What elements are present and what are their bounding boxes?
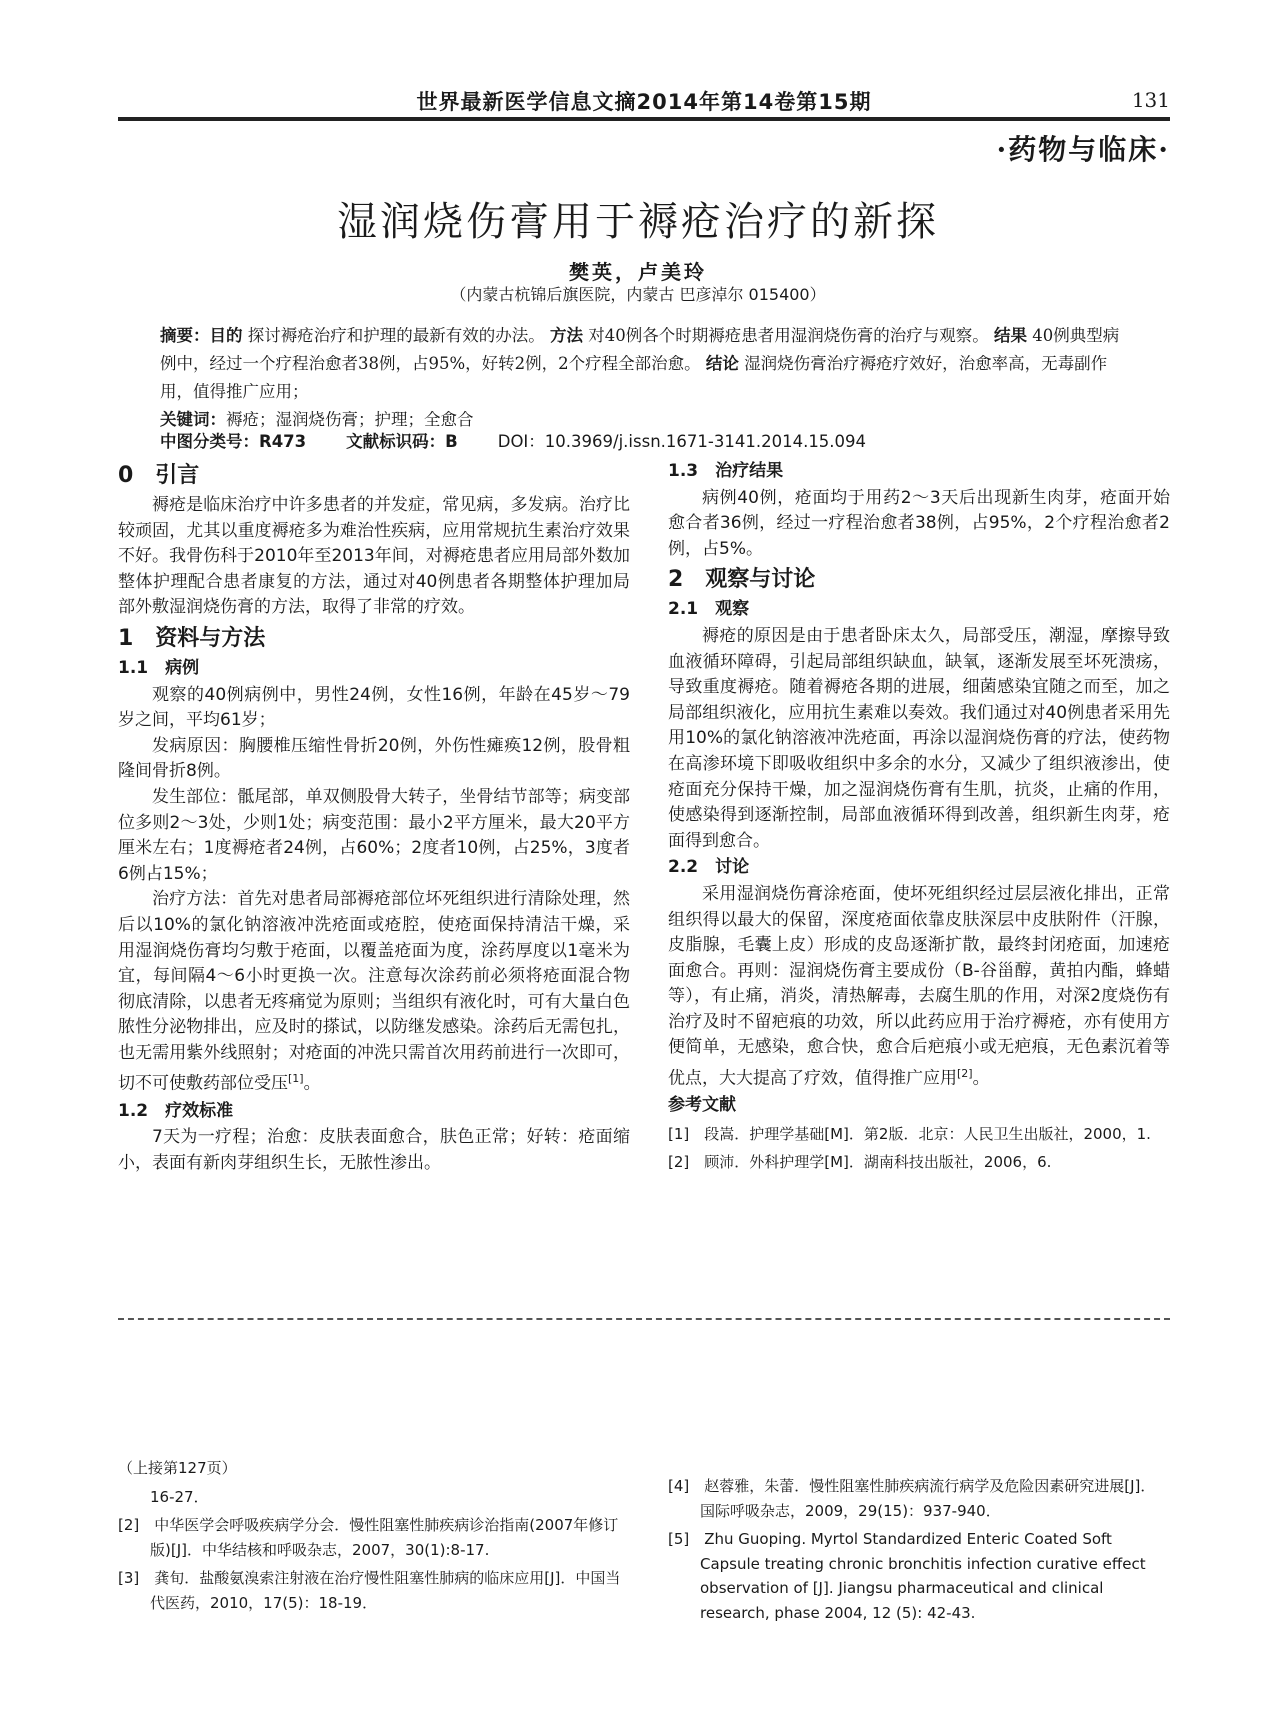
paragraph: 发生部位：骶尾部，单双侧股骨大转子，坐骨结节部等；病变部位多则2～3处，少则1处；病变范围：最小2平方厘米，最大20平方厘米左右；1度褥疮者24例，占60%；2度者10例，占25%，3度者6例占15%； bbox=[118, 786, 630, 884]
paragraph: 病例40例，疮面均于用药2～3天后出现新生肉芽，疮面开始愈合者36例，经过一疗程治愈者38例，占95%，2个疗程治愈者2例，占5%。 bbox=[668, 487, 1170, 559]
abstract-label: 摘要：目的 bbox=[160, 326, 243, 345]
reference-item: [2] 顾沛．外科护理学[M]．湖南科技出版社，2006，6. bbox=[668, 1152, 1052, 1171]
classification-line bbox=[160, 428, 1135, 452]
paragraph: 褥疮是临床治疗中许多患者的并发症，常见病，多发病。治疗比较顽固，尤其以重度褥疮多为难治性疾病，应用常规抗生素治疗效果不好。我骨伤科于2010年至2013年间，对褥疮患者应用局部外数加整体护理配合患者康复的方法，通过对40例患者各期整体护理加局部外敷湿润烧伤膏的方法，取得了非常的疗效。 bbox=[118, 495, 630, 618]
references-heading: 参考文献 bbox=[668, 1095, 736, 1116]
abstract-conclusion: 湿润烧伤膏治疗褥疮疗效好，治愈率高，无毒副作用，值得推广应用； bbox=[160, 354, 1108, 401]
keywords: 褥疮；湿润烧伤膏；护理；全愈合 bbox=[226, 410, 474, 429]
paragraph bbox=[118, 887, 630, 1097]
footer-left-column bbox=[118, 1456, 628, 1619]
keywords-label: 关键词： bbox=[160, 410, 226, 429]
section-1-1-heading: 1.1 病例 bbox=[118, 657, 200, 678]
paragraph-text: 采用湿润烧伤膏涂疮面，使坏死组织经过层层液化排出，正常组织得以最大的保留，深度疮面依靠皮肤深层中皮肤附件（汗腺，皮脂腺，毛囊上皮）形成的皮岛逐渐扩散，最终封闭疮面，加速疮面愈合。再则：湿润烧伤膏主要成份（B-谷甾醇，黄拍内酯，蜂蜡等），有止痛，消炎，清热解毒，去腐生肌的作用，对深2度烧伤有治疗及时不留疤痕的功效，所以此药应用于治疗褥疮，亦有使用方便简单，无感染，愈合快，愈合后疤痕小或无疤痕，无色素沉着等优点，大大提高了疗效，值得推广应用 bbox=[668, 883, 1170, 1089]
section-0-heading: 0 引言 bbox=[118, 463, 200, 488]
reference-item: [3] 龚旬．盐酸氨溴索注射液在治疗慢性阻塞性肺病的临床应用[J]．中国当代医药，2010，17(5)：18-19． bbox=[118, 1569, 621, 1612]
page-number: 131 bbox=[1131, 88, 1170, 112]
paragraph: 观察的40例病例中，男性24例，女性16例，年龄在45岁～79岁之间，平均61岁； bbox=[118, 684, 630, 731]
affiliation: （内蒙古杭锦后旗医院，内蒙古 巴彦淖尔 015400） bbox=[450, 285, 826, 304]
dashed-divider bbox=[118, 1318, 1170, 1320]
clc-value: R473 bbox=[259, 432, 307, 451]
paragraph: 发病原因：胸腰椎压缩性骨折20例，外伤性瘫痪12例，股骨粗隆间骨折8例。 bbox=[118, 735, 630, 782]
reference-item: [5] Zhu Guoping. Myrtol Standardized Enteric Coated Soft Capsule treating chronic bronchitis infection curative effect observation of [J]. Jiangsu pharmaceutical and clinical research, phase 2004, 12 (5): 42-43. bbox=[668, 1530, 1146, 1622]
doi-label: DOI： bbox=[497, 432, 545, 451]
header-rule bbox=[118, 117, 1170, 121]
right-column bbox=[668, 458, 1170, 1177]
section-1-3-heading: 1.3 治疗结果 bbox=[668, 461, 784, 481]
section-tag: ·药物与临床· bbox=[996, 133, 1170, 166]
paragraph-end: 。 bbox=[972, 1068, 990, 1089]
journal-name: 世界最新医学信息文摘2014年第14卷第15期 bbox=[416, 90, 872, 114]
authors: 樊英，卢美玲 bbox=[569, 260, 707, 284]
citation: [2] bbox=[957, 1067, 973, 1081]
doi-value: 10.3969/j.issn.1671-3141.2014.15.094 bbox=[544, 432, 867, 451]
abstract-purpose: 探讨褥疮治疗和护理的最新有效的办法。 bbox=[247, 326, 545, 345]
reference-continuation: 16-27． bbox=[150, 1487, 209, 1506]
section-2-heading: 2 观察与讨论 bbox=[668, 567, 816, 593]
running-header bbox=[118, 84, 1170, 114]
left-column bbox=[118, 458, 630, 1177]
paragraph: 褥疮的原因是由于患者卧床太久，局部受压，潮湿，摩擦导致血液循环障碍，引起局部组织缺血，缺氧，逐渐发展至坏死溃疡，导致重度褥疮。随着褥疮各期的进展，细菌感染宜随之而至，加之局部组织液化，应用抗生素难以奏效。我们通过对40例患者采用先用10%的氯化钠溶液冲洗疮面，再涂以湿润烧伤膏的疗法，使药物在高渗环境下即吸收组织中多余的水分，又减少了组织液渗出，使疮面充分保持干燥，加之湿润烧伤膏有生肌，抗炎，止痛的作用，使感染得到逐渐控制，局部血液循环得到改善，组织新生肉芽，疮面得到愈合。 bbox=[668, 625, 1170, 851]
reference-item: [2] 中华医学会呼吸疾病学分会．慢性阻塞性肺疾病诊治指南(2007年修订版)[J]．中华结核和呼吸杂志，2007，30(1):8-17. bbox=[118, 1516, 619, 1559]
section-1-2-heading: 1.2 疗效标准 bbox=[118, 1100, 234, 1121]
reference-item: [1] 段嵩．护理学基础[M]．第2版．北京：人民卫生出版社，2000，1. bbox=[668, 1124, 1151, 1143]
doc-code-value: B bbox=[445, 432, 458, 451]
abstract-text bbox=[160, 322, 1135, 406]
conclusion-label: 结论 bbox=[705, 354, 739, 373]
citation: [1] bbox=[288, 1072, 304, 1086]
paragraph: 7天为一疗程；治愈：皮肤表面愈合，肤色正常；好转：疮面缩小，表面有新肉芽组织生长，无脓性渗出。 bbox=[118, 1127, 630, 1173]
section-2-2-heading: 2.2 讨论 bbox=[668, 857, 750, 878]
abstract-block bbox=[160, 322, 1135, 434]
result-label: 结果 bbox=[994, 326, 1027, 345]
abstract-method: 对40例各个时期褥疮患者用湿润烧伤膏的治疗与观察。 bbox=[588, 326, 989, 345]
article-title: 湿润烧伤膏用于褥疮治疗的新探 bbox=[337, 199, 939, 245]
paragraph-text: 治疗方法：首先对患者局部褥疮部位坏死组织进行清除处理，然后以10%的氯化钠溶液冲洗疮面或疮腔，使疮面保持清洁干燥，采用湿润烧伤膏均匀敷于疮面，以覆盖疮面为度，涂药厚度以1毫米为宜，每间隔4～6小时更换一次。注意每次涂药前必须将疮面混合物彻底清除，以患者无疼痛觉为原则；当组织有液化时，可有大量白色脓性分泌物排出，应及时的搽试，以防继发感染。涂药后无需包扎，也无需用紫外线照射；对疮面的冲洗只需首次用药前进行一次即可，切不可使敷药部位受压 bbox=[118, 889, 630, 1095]
doc-code-label: 文献标识码： bbox=[346, 432, 446, 451]
clc-label: 中图分类号： bbox=[160, 432, 259, 451]
section-2-1-heading: 2.1 观察 bbox=[668, 599, 750, 620]
method-label: 方法 bbox=[550, 326, 583, 345]
footer-right-column bbox=[668, 1474, 1170, 1629]
reference-item: [4] 赵蓉雅，朱蕾．慢性阻塞性肺疾病流行病学及危险因素研究进展[J]．国际呼吸杂志，2009，29(15)：937-940． bbox=[668, 1477, 1156, 1520]
section-1-heading: 1 资料与方法 bbox=[118, 625, 266, 651]
paragraph bbox=[668, 882, 1170, 1092]
abstract-result: 40例典型病例中，经过一个疗程治愈者38例，占95%，好转2例，2个疗程全部治愈。 bbox=[160, 326, 1120, 373]
paragraph-end: 。 bbox=[303, 1074, 321, 1095]
continued-from: （上接第127页） bbox=[118, 1459, 237, 1477]
